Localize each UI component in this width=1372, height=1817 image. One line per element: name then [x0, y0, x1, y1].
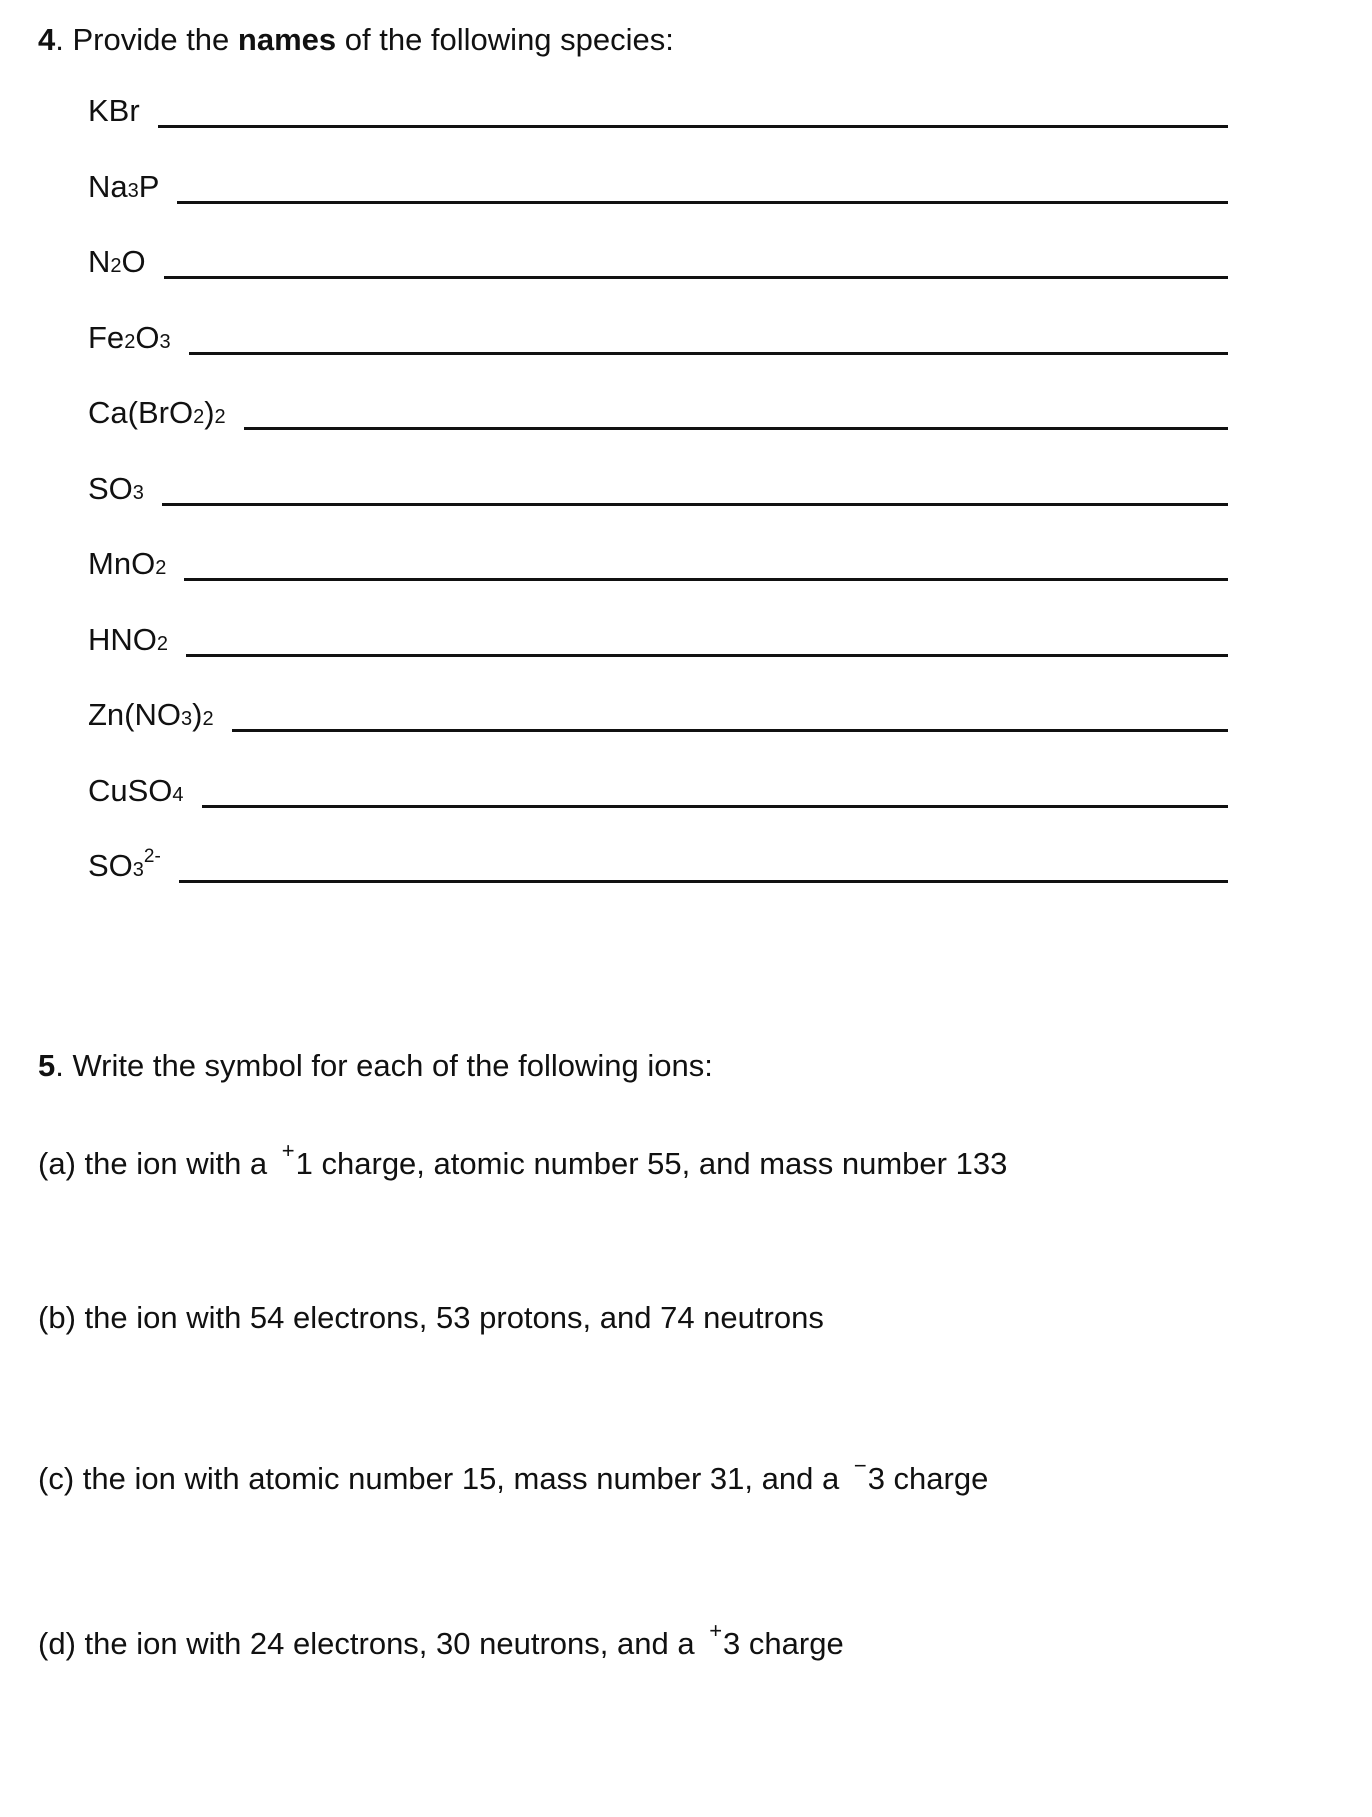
- formula-text: O: [135, 319, 160, 355]
- question-4-bold-word: names: [237, 22, 337, 57]
- part-d: [38, 1618, 844, 1662]
- species-formula: [88, 548, 166, 585]
- question-4-text-post: of the following species:: [336, 22, 674, 57]
- species-row: [88, 847, 1228, 887]
- formula-text: Na: [88, 168, 128, 204]
- question-5-heading: [38, 1048, 713, 1084]
- answer-line[interactable]: [202, 805, 1228, 808]
- species-row: [88, 92, 1228, 132]
- part-b-text: (b) the ion with 54 electrons, 53 protons, and 74 neutrons: [38, 1300, 824, 1335]
- part-a-pre: (a) the ion with a: [38, 1146, 276, 1181]
- species-row: [88, 621, 1228, 661]
- answer-line[interactable]: [189, 352, 1228, 355]
- species-row: [88, 319, 1228, 359]
- question-4-heading: [38, 22, 674, 58]
- answer-line[interactable]: [244, 427, 1228, 430]
- formula-subscript: 4: [172, 783, 184, 806]
- part-a-charge-sign: +: [281, 1138, 295, 1163]
- formula-text: ): [192, 697, 203, 732]
- part-c-post: 3 charge: [867, 1461, 989, 1496]
- species-formula: [88, 699, 214, 736]
- formula-subscript: 2: [202, 708, 214, 730]
- formula-text: CuSO: [88, 772, 173, 808]
- formula-text: P: [138, 168, 160, 204]
- answer-line[interactable]: [179, 880, 1228, 883]
- answer-line[interactable]: [184, 578, 1228, 581]
- answer-line[interactable]: [232, 729, 1228, 732]
- answer-line[interactable]: [186, 654, 1228, 657]
- formula-subscript: 2: [156, 632, 169, 655]
- formula-text: SO: [88, 848, 133, 883]
- species-row: [88, 772, 1228, 812]
- part-d-post: 3 charge: [723, 1626, 844, 1661]
- species-row: [88, 470, 1228, 510]
- species-formula: [88, 95, 140, 132]
- formula-text: Fe: [88, 319, 125, 355]
- part-b: [38, 1300, 824, 1336]
- part-d-charge-sign: +: [709, 1618, 723, 1643]
- formula-subscript: 3: [132, 481, 144, 504]
- formula-text: KBr: [88, 93, 140, 128]
- species-row: [88, 168, 1228, 208]
- part-c-charge-sign: −: [853, 1453, 867, 1478]
- formula-text: O: [121, 244, 146, 279]
- formula-text: N: [88, 244, 111, 279]
- species-formula: [88, 772, 184, 812]
- species-row: [88, 696, 1228, 736]
- species-formula: [88, 621, 169, 661]
- formula-subscript: 2: [193, 406, 205, 428]
- species-formula: [88, 846, 161, 887]
- part-d-pre: (d) the ion with 24 electrons, 30 neutrons, and a: [38, 1626, 704, 1661]
- part-a-post: 1 charge, atomic number 55, and mass number 133: [295, 1146, 1008, 1181]
- part-a: [38, 1138, 1008, 1182]
- formula-superscript: 2-: [143, 846, 161, 867]
- part-c: [38, 1453, 989, 1497]
- formula-text: Ca(BrO: [88, 395, 194, 430]
- part-c-pre: (c) the ion with atomic number 15, mass number 31, and a: [38, 1461, 848, 1496]
- formula-subscript: 3: [159, 330, 171, 353]
- answer-line[interactable]: [158, 125, 1228, 128]
- answer-line[interactable]: [177, 201, 1228, 204]
- species-formula: [88, 246, 146, 283]
- formula-subscript: 3: [181, 708, 193, 730]
- question-4-text-pre: . Provide the: [55, 22, 238, 57]
- formula-subscript: 2: [124, 330, 136, 353]
- answer-line[interactable]: [162, 503, 1228, 506]
- species-row: [88, 545, 1228, 585]
- species-row: [88, 243, 1228, 283]
- species-formula: [88, 397, 226, 434]
- formula-text: Zn(NO: [88, 697, 181, 732]
- formula-text: ): [204, 395, 215, 430]
- formula-subscript: 3: [127, 179, 139, 202]
- species-formula: [88, 470, 144, 510]
- answer-line[interactable]: [164, 276, 1228, 279]
- formula-subscript: 2: [155, 557, 167, 579]
- formula-text: SO: [88, 470, 133, 506]
- formula-subscript: 3: [132, 859, 144, 881]
- formula-subscript: 2: [214, 406, 226, 428]
- species-formula: [88, 168, 160, 208]
- question-5-number: 5: [38, 1048, 56, 1083]
- formula-subscript: 2: [110, 255, 122, 277]
- question-5-text: . Write the symbol for each of the following ions:: [55, 1048, 713, 1083]
- species-formula: [88, 319, 171, 359]
- question-4-number: 4: [38, 22, 56, 57]
- species-row: [88, 394, 1228, 434]
- formula-text: HNO: [88, 621, 157, 657]
- formula-text: MnO: [88, 546, 156, 581]
